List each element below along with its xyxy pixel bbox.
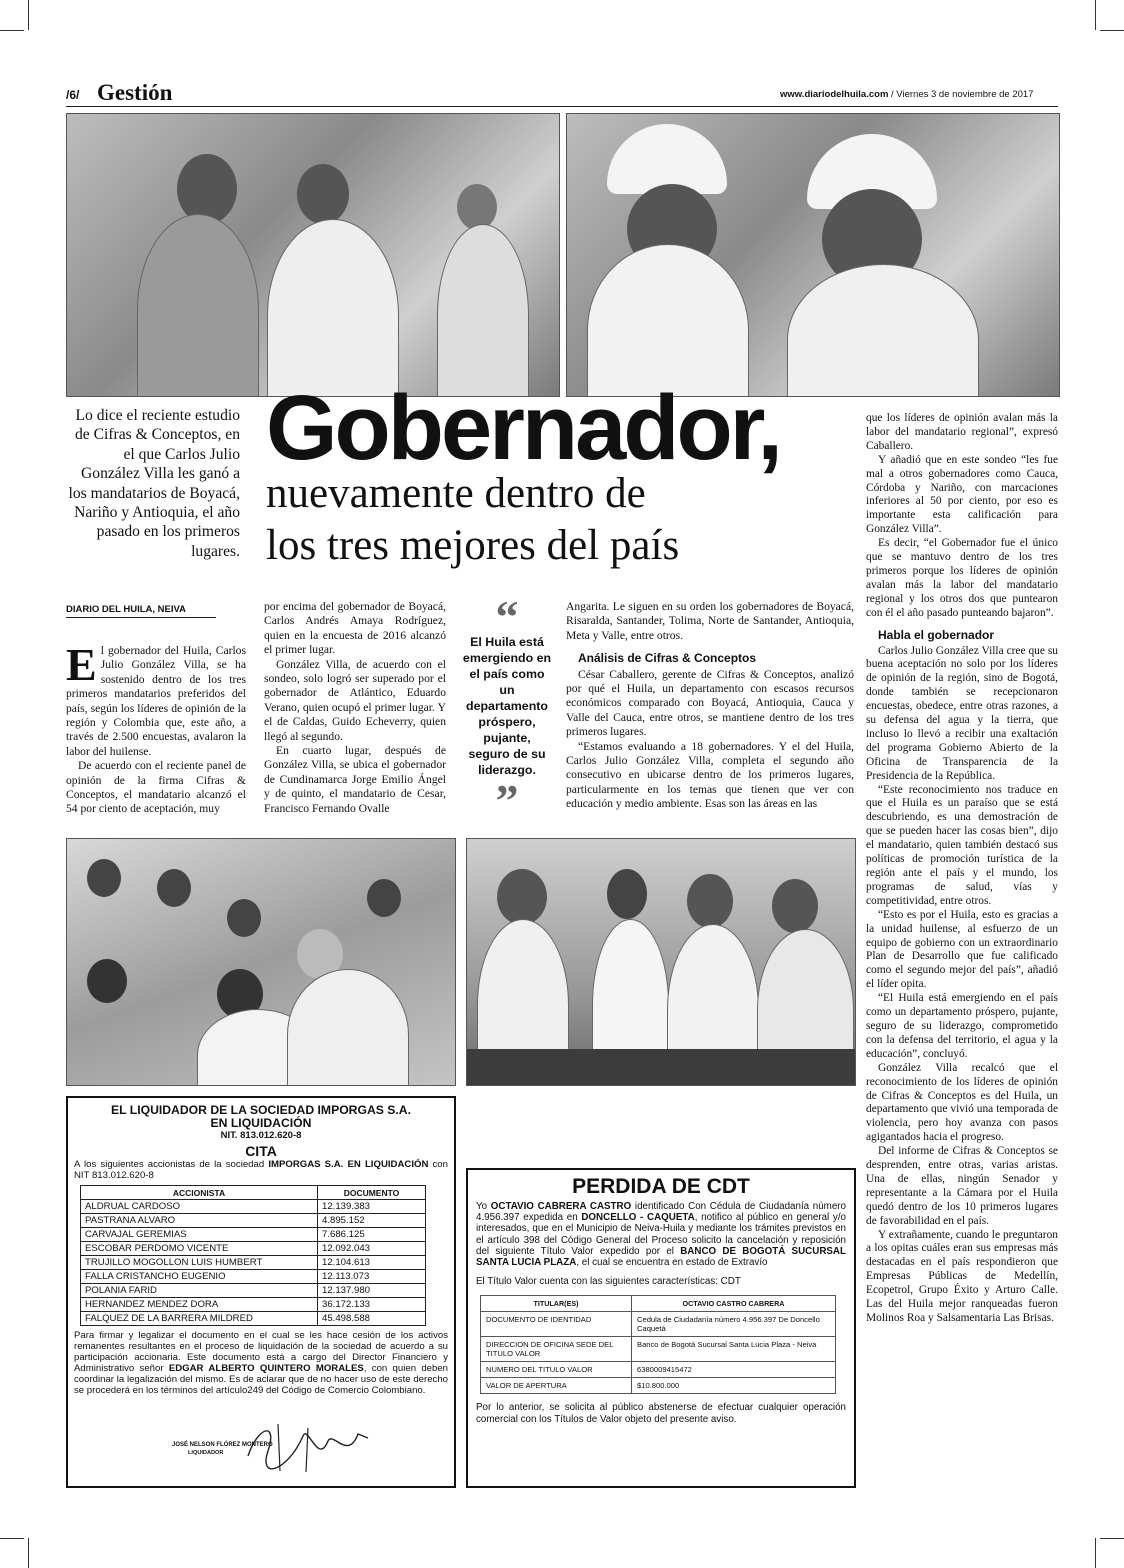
column-header: OCTAVIO CASTRO CABRERA <box>632 1296 836 1312</box>
article-paragraph: l gobernador del Huila, Carlos Julio González Villa, se ha sostenido dentro de los tres primeros mandatarios preferidos del país, según los líderes de opinión de la región y Colombia que, este año, a través de 2.500 encuestas, avalaron la labor del huilense. <box>66 644 246 758</box>
cdt-statement <box>476 1201 846 1268</box>
photo-hardhats <box>566 113 1060 397</box>
cdt-field-value: Banco de Bogotá Sucursal Santa Lucia Plaza - Neiva <box>632 1337 836 1362</box>
article-paragraph: que los líderes de opinión avalan más la labor del mandatario regional”, expresó Caballero. <box>866 412 1058 452</box>
cdt-title: PERDIDA DE CDT <box>572 1175 750 1198</box>
photo-handshake <box>66 113 560 397</box>
shareholder-name: FALLA CRISTANCHO EUGENIO <box>81 1270 318 1284</box>
cdt-text: , notifico al público en general y/o interesados, que en el Municipio de Neiva-Huila y mediante los trámites previstos en el artículo 398 del Código General del Proceso solicito la cancelación y reposición del siguiente Título Valor expedido por el <box>476 1212 847 1257</box>
cdt-characteristics: El Título Valor cuenta con las siguientes características: CDT <box>476 1276 741 1288</box>
article-paragraph: Carlos Julio González Villa cree que su buena aceptación no solo por los líderes de opinión de la región, sino de Bogotá, donde también se recepcionaron encuestas, obedece, entre otras razones, a su defensa del agua y la tierra, que incluso lo llevó a recibir una exaltación del programa Gobierno Abierto de la Oficina de Transparencia de la Presidencia de la República. <box>866 644 1058 782</box>
article-paragraph: Y extrañamente, cuando le preguntaron a los opitas cuáles eran sus empresas más destacadas en el país respondieron que Empresas Públicas de Medellín, Ecopetrol, Grupo Éxito y Arturo Calle. Las del Huila mejor ranqueadas fueron Molinos Roa y Salsamentaria Las Brisas. <box>866 1228 1058 1324</box>
article-paragraph: De acuerdo con el reciente panel de opinión de la firma Cifras & Conceptos, el mandatario alcanzó el 54 por ciento de aceptación, muy <box>66 759 246 816</box>
shareholder-document: 45.498.588 <box>318 1312 426 1326</box>
table-row <box>81 1312 426 1326</box>
article-paragraph: por encima del gobernador de Boyacá, Carlos Andrés Amaya Rodríguez, quien en la encuesta de 2016 alcanzó el primer lugar. <box>264 600 446 657</box>
cdt-field-label: DOCUMENTO DE IDENTIDAD <box>481 1312 632 1337</box>
notice-cita: CITA <box>245 1143 277 1159</box>
cdt-owner: OCTAVIO CABRERA CASTRO <box>490 1201 632 1212</box>
photo-students <box>66 838 456 1086</box>
photo-coffee-event <box>466 838 856 1086</box>
notice-body-text: Para firmar y legalizar el documento en el cual se les hace cesión de los activos remanentes resultantes en el proceso de liquidación de la sociedad de acuerdo a su participación accionaria. Este documento está a cargo del Director Financiero y Administrativo señor <box>74 1330 448 1374</box>
byline: DIARIO DEL HUILA, NEIVA <box>66 604 216 618</box>
cdt-field-value: $10.800.000 <box>632 1378 836 1394</box>
cdt-field-label: DIRECCION DE OFICINA SEDE DEL TITULO VALOR <box>481 1337 632 1362</box>
notice-intro-text: A los siguientes accionistas de la sociedad <box>74 1159 269 1170</box>
crop-mark <box>0 30 24 31</box>
shareholder-document: 12.104.613 <box>318 1256 426 1270</box>
close-quote-icon: ” <box>495 775 519 826</box>
subhead: Habla el gobernador <box>878 627 995 642</box>
shareholder-document: 12.137.980 <box>318 1284 426 1298</box>
headline-line2: nuevamente dentro de <box>266 470 646 517</box>
notice-body-text: , con quien deben coordinar la legalización del mismo. Es de aclarar que de no hacer uso de este derecho se procederá en los términos del artículo249 del Código de Comercio Colombiano. <box>74 1363 448 1396</box>
table-row <box>81 1228 426 1242</box>
article-paragraph: César Caballero, gerente de Cifras & Conceptos, analizó por qué el Huila, un departamento con escasos recursos económicos comparado con Boyacá, Antioquia, Cauca y Valle del Cauca, entre otros, se mantiene dentro de los tres primeros lugares. <box>566 667 854 739</box>
table-row <box>81 1200 426 1214</box>
table-row <box>481 1337 836 1362</box>
shareholder-document: 12.092.043 <box>318 1242 426 1256</box>
table-row <box>481 1312 836 1337</box>
cdt-closing: Por lo anterior, se solicita al público abstenerse de efectuar cualquier operación comercial con los Títulos de Valor objeto del presente aviso. <box>476 1402 846 1425</box>
site-url: www.diariodelhuila.com <box>780 89 889 100</box>
cdt-field-label: VALOR DE APERTURA <box>481 1378 632 1394</box>
crop-mark <box>1100 30 1124 31</box>
shareholder-name: ALDRUAL CARDOSO <box>81 1200 318 1214</box>
pull-quote <box>462 591 552 826</box>
notice-intro <box>74 1159 448 1181</box>
cdt-field-label: NUMERO DEL TITULO VALOR <box>481 1362 632 1378</box>
table-row <box>481 1362 836 1378</box>
article-paragraph: En cuarto lugar, después de González Villa, se ubica el gobernador de Cundinamarca Jorge Emilio Ángel y de quinto, el mandatario de Cesar, Francisco Fernando Ovalle <box>264 744 446 815</box>
notice-nit: NIT. 813.012.620-8 <box>220 1130 302 1141</box>
cdt-text: , el cual se encuentra en estado de Extravío <box>576 1257 768 1269</box>
article-column-3 <box>566 600 854 812</box>
headline-line1: Gobernador, <box>266 377 780 479</box>
article-paragraph: González Villa, de acuerdo con el sondeo, solo logró ser superado por el gobernador de Atlántico, Eduardo Verano, quien ocupó el primer lugar. Y el de Caldas, Guido Echeverry, quien llegó al segundo. <box>264 657 446 743</box>
signer-role: LIQUIDADOR <box>188 1450 224 1456</box>
deck: Lo dice el reciente estudio de Cifras & Conceptos, en el que Carlos Julio González Villa les ganó a los mandatarios de Boyacá, Nariño y Antioquia, el año pasado en los primeros lugares. <box>68 407 240 560</box>
shareholder-name: HERNANDEZ MENDEZ DORA <box>81 1298 318 1312</box>
table-row <box>81 1284 426 1298</box>
liquidator-notice <box>66 1096 456 1488</box>
notice-subtitle: EN LIQUIDACIÓN <box>210 1116 312 1130</box>
article-paragraph: “El Huila está emergiendo en el país como un departamento próspero, pujante, seguro de su liderazgo, comprometido con la defensa del territorio, el agua y la educación”, concluyó. <box>866 992 1058 1060</box>
cdt-field-value: Cedula de Ciudadanía número 4.956.397 De Doncello Caquetá <box>632 1312 836 1337</box>
crop-mark <box>1095 1538 1096 1568</box>
table-row <box>81 1242 426 1256</box>
shareholder-document: 12.139.383 <box>318 1200 426 1214</box>
crop-mark <box>28 0 29 30</box>
article-paragraph: González Villa recalcó que el reconocimiento de los líderes de opinión de Cifras & Conceptos es del Huila, un departamento que vivió una temporada de violencia, pero hoy avanza con pasos agigantados hacia el progreso. <box>866 1061 1058 1144</box>
article-paragraph: Y añadió que en este sondeo “les fue mal a otros gobernadores como Cauca, Córdoba y Nariño, con marcaciones inferiores al 50 por ciento, por eso es importante esta calificación para González Villa”. <box>866 453 1058 536</box>
issue-date: / Viernes 3 de noviembre de 2017 <box>891 89 1034 100</box>
article-paragraph: Es decir, “el Gobernador fue el único que se mantuvo dentro de los tres primeros porque los líderes de opinión avalan más la labor del mandatario regional y los otros dos que puntearon con él el año pasado punteando bajaron”. <box>866 537 1058 619</box>
crop-mark <box>1095 0 1096 30</box>
article-paragraph: “Este reconocimiento nos traduce en que el Huila es un paraíso que se está descubriendo, es una demostración de que se pueden hacer las cosas bien”, dijo el mandatario, quien también destacó sus políticas de promoción turística de la región ante el país y el mundo, los programas de salud, vías y competitividad, entre otros. <box>866 783 1058 907</box>
cdt-bank: BANCO DE BOGOTÁ SUCURSAL SANTA LUCIA PLAZA <box>476 1245 846 1269</box>
shareholder-name: PASTRANA ALVARO <box>81 1214 318 1228</box>
cdt-field-value: 6380009415472 <box>632 1362 836 1378</box>
crop-mark <box>0 1538 24 1539</box>
article-paragraph: “Esto es por el Huila, esto es gracias a la unidad huilense, al esfuerzo de un equipo de gobierno con un extraordinario Plan de Desarrollo que fue calificado como el segundo mejor del país”, añadió el líder opita. <box>866 908 1058 991</box>
notice-intro-nit: con NIT 813.012.620-8 <box>74 1159 448 1181</box>
article-paragraph: Angarita. Le siguen en su orden los gobernadores de Boyacá, Risaralda, Santander, Tolima, Norte de Santander, Antioquia, Meta y Valle, entre otros. <box>566 600 854 642</box>
signer-name: JOSÉ NELSON FLÓREZ MONTERO <box>172 1442 273 1448</box>
table-row <box>481 1378 836 1394</box>
table-row <box>81 1270 426 1284</box>
column-header: DOCUMENTO <box>318 1186 426 1200</box>
open-quote-icon: “ <box>495 591 519 642</box>
shareholder-name: FALQUEZ DE LA BARRERA MILDRED <box>81 1312 318 1326</box>
subhead: Análisis de Cifras & Conceptos <box>578 651 757 666</box>
cdt-loss-notice <box>466 1168 856 1488</box>
headline-line3: los tres mejores del país <box>266 522 680 569</box>
notice-contact-name: EDGAR ALBERTO QUINTERO MORALES <box>168 1363 364 1374</box>
table-row <box>81 1214 426 1228</box>
article-paragraph: “Estamos evaluando a 18 gobernadores. Y el del Huila, Carlos Julio González Villa, completa el segundo año consecutivo en ubicarse dentro de los primeros lugares, particularmente en los temas que tienen que ver con educación y medio ambiente. Esas son las áreas en las <box>566 739 854 811</box>
shareholder-document: 7.686.125 <box>318 1228 426 1242</box>
shareholder-name: ESCOBAR PERDOMO VICENTE <box>81 1242 318 1256</box>
shareholder-name: CARVAJAL GEREMIAS <box>81 1228 318 1242</box>
notice-company: IMPORGAS S.A. EN LIQUIDACIÓN <box>268 1159 429 1170</box>
dropcap: E <box>66 639 97 690</box>
cdt-place: DONCELLO - CAQUETA <box>581 1212 695 1224</box>
notice-title: EL LIQUIDADOR DE LA SOCIEDAD IMPORGAS S.A. <box>111 1103 411 1117</box>
article-paragraph: Del informe de Cifras & Conceptos se desprenden, entre otras, varias aristas. Una de ellas, ningún Senador y representante a la Cámara por el Huila quedó dentro de los 10 primeros lugares de favorabilidad en el país. <box>866 1145 1058 1227</box>
table-row <box>81 1256 426 1270</box>
header-dateline <box>780 89 1033 100</box>
shareholders-table <box>80 1185 426 1326</box>
notice-body <box>74 1330 448 1396</box>
article-column-1 <box>66 639 246 817</box>
crop-mark <box>28 1538 29 1568</box>
page-number: /6/ <box>66 88 80 102</box>
column-header: TITULAR(ES) <box>481 1296 632 1312</box>
pull-quote-text: El Huila está emergiendo en el país como un departamento próspero, pujante, seguro de su liderazgo. <box>462 635 552 777</box>
header-rule <box>66 106 1058 107</box>
cdt-text: Yo <box>476 1201 491 1212</box>
shareholder-name: TRUJILLO MOGOLLON LUIS HUMBERT <box>81 1256 318 1270</box>
section-title: Gestión <box>97 80 173 105</box>
article-column-4 <box>866 412 1058 1326</box>
shareholder-name: POLANIA FARID <box>81 1284 318 1298</box>
shareholder-document: 12.113.073 <box>318 1270 426 1284</box>
shareholder-document: 36.172.133 <box>318 1298 426 1312</box>
table-row <box>81 1298 426 1312</box>
column-header: ACCIONISTA <box>81 1186 318 1200</box>
crop-mark <box>1100 1538 1124 1539</box>
cdt-text: identificado Con Cédula de Ciudadanía número 4.956.397 expedida en <box>476 1201 846 1224</box>
shareholder-document: 4.895.152 <box>318 1214 426 1228</box>
cdt-table <box>480 1295 836 1394</box>
article-column-2 <box>264 600 446 816</box>
